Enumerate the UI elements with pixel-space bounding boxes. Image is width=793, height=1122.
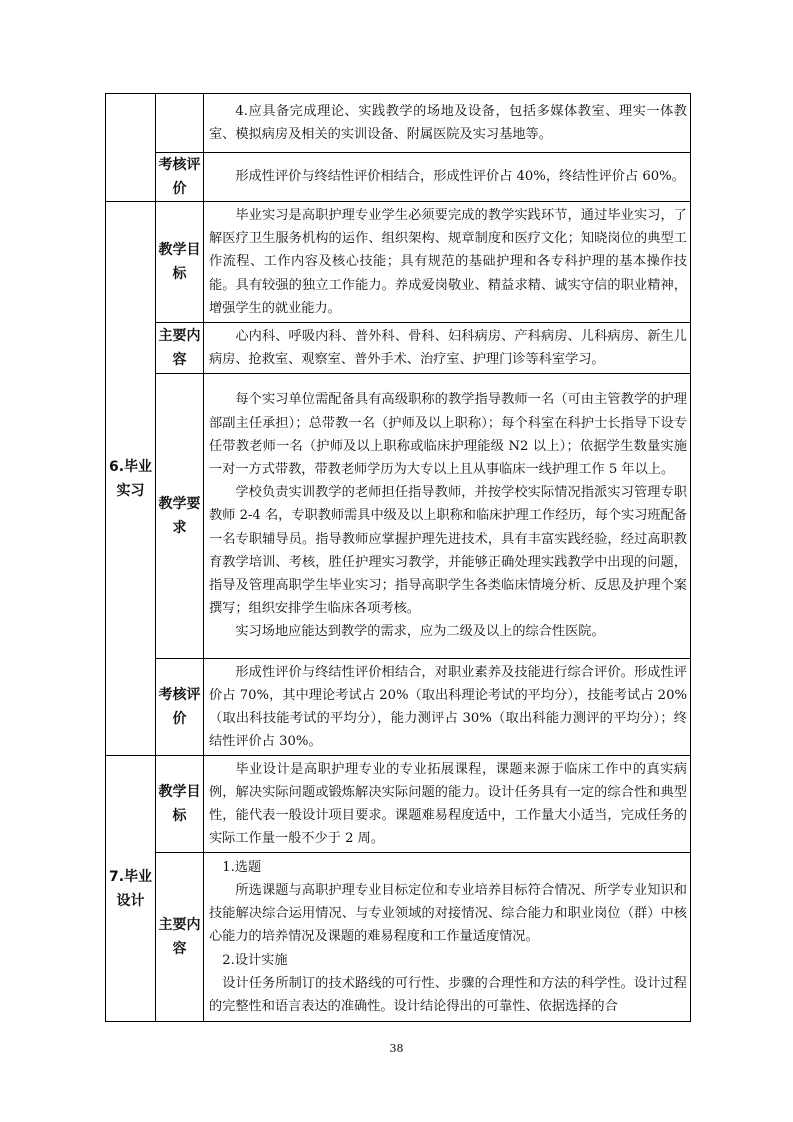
paragraph: 设计任务所制订的技术路线的可行性、步骤的合理性和方法的科学性。设计过程的完整性和语言表达的准确性。设计结论得出的可靠性、依据选择的合 <box>209 975 687 1014</box>
content-cell <box>204 853 691 1022</box>
section-label: 6.毕业实习 <box>106 202 156 756</box>
row-label: 教学目标 <box>156 202 204 323</box>
content-cell <box>204 153 691 202</box>
paragraph: 毕业实习是高职护理专业学生必须要完成的教学实践环节，通过毕业实习，了解医疗卫生服务机构的运作、组织架构、规章制度和医疗文化；知晓岗位的典型工作流程、工作内容及核心技能；具有规范的基础护理和各专科护理的基本操作技能。具有较强的独立工作能力。养成爱岗敬业、精益求精、诚实守信的职业精神，增强学生的就业能力。 <box>209 207 687 316</box>
paragraph: 所选课题与高职护理专业目标定位和专业培养目标符合情况、所学专业知识和技能解决综合运用情况、与专业领域的对接情况、综合能力和职业岗位（群）中核心能力的培养情况及课题的难易程度和工作量适度情况。 <box>209 882 687 945</box>
content-cell <box>204 374 691 659</box>
table-row <box>106 853 691 1022</box>
subheading: 2.设计实施 <box>222 952 288 968</box>
paragraph: 实习场地应能达到教学的需求，应为二级及以上的综合性医院。 <box>235 624 605 640</box>
row-label: 主要内容 <box>156 853 204 1022</box>
table-row <box>106 323 691 374</box>
paragraph: 心内科、呼吸内科、普外科、骨科、妇科病房、产科病房、儿科病房、新生儿病房、抢救室、观察室、普外手术、治疗室、护理门诊等科室学习。 <box>209 328 687 367</box>
paragraph: 形成性评价与终结性评价相结合，形成性评价占 40%，终结性评价占 60%。 <box>235 169 685 185</box>
table-row <box>106 374 691 659</box>
paragraph: 形成性评价与终结性评价相结合，对职业素养及技能进行综合评价。形成性评价占 70%，其中理论考试占 20%（取出科理论考试的平均分），技能考试占 20%（取出科技能考试的平均分），能力测评占 30%（取出科能力测评的平均分）；终结性评价占 30%。 <box>209 664 687 750</box>
content-cell <box>204 323 691 374</box>
table-row <box>106 94 691 153</box>
row-label: 考核评价 <box>156 659 204 756</box>
paragraph: 4.应具备完成理论、实践教学的场地及设备，包括多媒体教室、理实一体教室、模拟病房及相关的实训设备、附属医院及实习基地等。 <box>209 103 687 142</box>
section-cell-continued <box>106 94 156 202</box>
page-number: 38 <box>389 1042 404 1055</box>
content-cell <box>204 756 691 853</box>
section-label: 7.毕业设计 <box>106 756 156 1022</box>
row-label: 教学要求 <box>156 374 204 659</box>
paragraph: 每个实习单位需配备具有高级职称的教学指导教师一名（可由主管教学的护理部副主任承担）；总带教一名（护师及以上职称）；每个科室在科护士长指导下设专任带教老师一名（护师及以上职称或临床护理能级 N2 以上）；依据学生数量实施一对一方式带教，带教老师学历为大专以上且从事临床一线护理工作 5 年以上。 <box>209 392 687 477</box>
table-row <box>106 202 691 323</box>
paragraph: 毕业设计是高职护理专业的专业拓展课程，课题来源于临床工作中的真实病例，解决实际问题或锻炼解决实际问题的能力。设计任务具有一定的综合性和典型性，能代表一般设计项目要求。课题难易程度适中，工作量大小适当，完成任务的实际工作量一般不少于 2 周。 <box>209 761 687 847</box>
row-label: 主要内容 <box>156 323 204 374</box>
table-row <box>106 659 691 756</box>
paragraph: 学校负责实训教学的老师担任指导教师，并按学校实际情况指派实习管理专职教师 2-4 名，专职教师需具中级及以上职称和临床护理工作经历，每个实习班配备一名专职辅导员。指导教师应掌握护理先进技术，具有丰富实践经验，经过高职教育教学培训、考核，胜任护理实习教学，并能够正确处理实践教学中出现的问题，指导及管理高职学生毕业实习；指导高职学生各类临床情境分析、反思及护理个案撰写；组织安排学生临床各项考核。 <box>209 485 687 617</box>
row-label: 教学目标 <box>156 756 204 853</box>
table-row <box>106 756 691 853</box>
content-cell <box>204 202 691 323</box>
content-cell <box>204 659 691 756</box>
content-cell <box>204 94 691 153</box>
curriculum-table <box>105 93 691 1022</box>
table-row <box>106 153 691 202</box>
label-cell-empty <box>156 94 204 153</box>
subheading: 1.选题 <box>222 859 262 875</box>
row-label: 考核评价 <box>156 153 204 202</box>
